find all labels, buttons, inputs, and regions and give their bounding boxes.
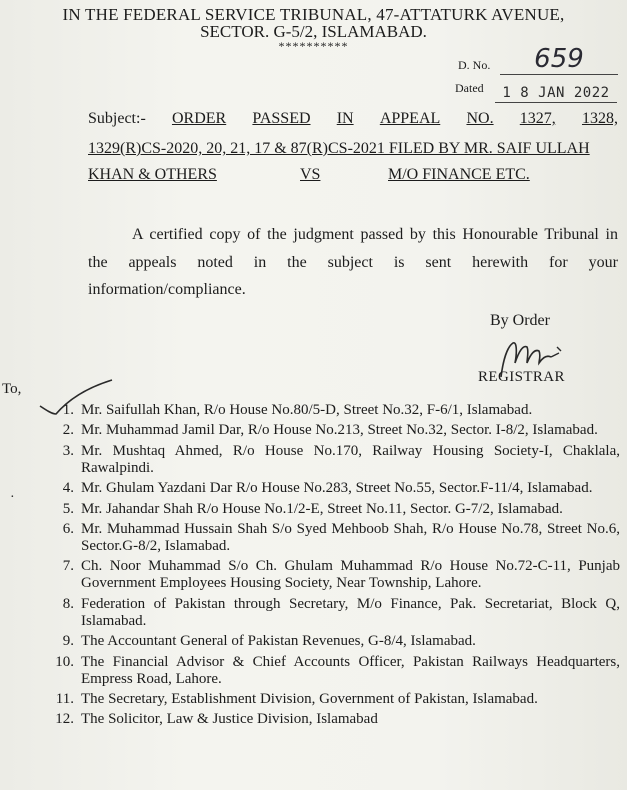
registrar-title: REGISTRAR (478, 369, 565, 385)
list-item-number: 10. (55, 653, 74, 670)
list-item (40, 501, 620, 518)
subject-line3 (88, 166, 618, 184)
body-word: subject (327, 254, 373, 271)
recipient-list (40, 402, 620, 732)
body-word: the (287, 254, 307, 271)
subject-line1 (88, 110, 618, 128)
subject-line2: 1329(R)CS-2020, 20, 21, 17 & 87(R)CS-2021 FILED BY MR. SAIF ULLAH (88, 140, 590, 157)
subject-word: NO. (466, 110, 494, 127)
list-item-number: 4. (62, 480, 74, 497)
dno-handwritten-value: 659 (500, 44, 618, 75)
list-item-number: 11. (55, 690, 74, 707)
list-item-text: Mr. Muhammad Jamil Dar, R/o House No.213, Street No.32, Sector. I-8/2, Islamabad. (81, 422, 598, 439)
subject-word: 1327, (519, 110, 556, 127)
list-item-text: The Accountant General of Pakistan Revenues, G-8/4, Islamabad. (81, 633, 476, 650)
list-item (40, 596, 620, 630)
list-item-number: 2. (62, 422, 74, 439)
list-item-number: 8. (62, 595, 74, 612)
body-word: in (253, 254, 267, 271)
subject-label: Subject:- (88, 110, 146, 127)
body-word: herewith (472, 254, 529, 271)
list-item-number: 7. (62, 558, 74, 575)
list-item (40, 422, 620, 439)
list-item (40, 654, 620, 688)
subject-parties-a: KHAN & OTHERS (88, 166, 217, 183)
dated-label: Dated (455, 81, 484, 95)
subject-word: PASSED (252, 110, 311, 127)
list-item-text: The Solicitor, Law & Justice Division, Islamabad (81, 711, 378, 728)
body-line2 (88, 254, 618, 272)
subject-versus: VS (300, 166, 321, 183)
header-stars: ********** (278, 39, 349, 53)
body-word: appeals (128, 254, 177, 271)
list-item-text: The Financial Advisor & Chief Accounts Officer, Pakistan Railways Headquarters, Empress Road, Lahore. (81, 653, 620, 687)
body-word: for (549, 254, 568, 271)
subject-word: IN (336, 110, 354, 127)
body-line1: A certified copy of the judgment passed by this Honourable Tribunal in (132, 226, 618, 243)
tribunal-header-line2: SECTOR. G-5/2, ISLAMABAD. (200, 22, 427, 41)
list-item-text: Mr. Saifullah Khan, R/o House No.80/5-D, Street No.32, F-6/1, Islamabad. (81, 402, 533, 418)
tribunal-header-line1: IN THE FEDERAL SERVICE TRIBUNAL, 47-ATTATURK AVENUE, (62, 5, 565, 24)
list-item-text: Mr. Jahandar Shah R/o House No.1/2-E, Street No.11, Sector. G-7/2, Islamabad. (81, 500, 563, 517)
list-item-text: Mr. Ghulam Yazdani Dar R/o House No.283, Street No.55, Sector.F-11/4, Islamabad. (81, 480, 593, 497)
body-word: noted (197, 254, 233, 271)
body-word: sent (425, 254, 452, 271)
list-item (40, 480, 620, 497)
list-item-number: 12. (55, 711, 74, 728)
dated-stamp-value: 1 8 JAN 2022 (495, 84, 617, 103)
list-item (40, 711, 620, 728)
list-item-text: Mr. Mushtaq Ahmed, R/o House No.170, Railway Housing Society-I, Chaklala, Rawalpindi. (81, 442, 620, 476)
list-item-number: 5. (62, 500, 74, 517)
list-item-number: 9. (62, 633, 74, 650)
list-item (40, 521, 620, 555)
list-item (40, 558, 620, 592)
list-item-number: 6. (62, 520, 74, 537)
subject-word: 1328, (581, 110, 618, 127)
dno-label: D. No. (458, 58, 491, 72)
margin-dot: · (10, 490, 15, 505)
list-item (40, 402, 620, 419)
list-item-text: Mr. Muhammad Hussain Shah S/o Syed Mehboob Shah, R/o House No.78, Street No.6, Sector.G-8/2, Islamabad. (81, 520, 620, 554)
by-order-text: By Order (490, 312, 550, 329)
list-item (40, 633, 620, 650)
to-label: To, (2, 381, 22, 397)
subject-word: APPEAL (379, 110, 441, 127)
body-word: the (88, 254, 108, 271)
body-word: is (393, 254, 405, 271)
list-item-text: The Secretary, Establishment Division, Government of Pakistan, Islamabad. (81, 690, 538, 707)
list-item (40, 443, 620, 477)
list-item-number: 1. (62, 402, 74, 418)
list-item (40, 691, 620, 708)
subject-parties-b: M/O FINANCE ETC. (388, 166, 530, 183)
list-item-text: Ch. Noor Muhammad S/o Ch. Ghulam Muhammad R/o House No.72-C-11, Punjab Government Employees Housing Society, Near Township, Lahore. (81, 558, 620, 592)
list-item-text: Federation of Pakistan through Secretary, M/o Finance, Pak. Secretariat, Block Q, Islamabad. (81, 595, 620, 629)
subject-word: ORDER (171, 110, 227, 127)
body-line3: information/compliance. (88, 281, 246, 298)
list-item-number: 3. (62, 442, 74, 459)
body-word: your (588, 254, 618, 271)
